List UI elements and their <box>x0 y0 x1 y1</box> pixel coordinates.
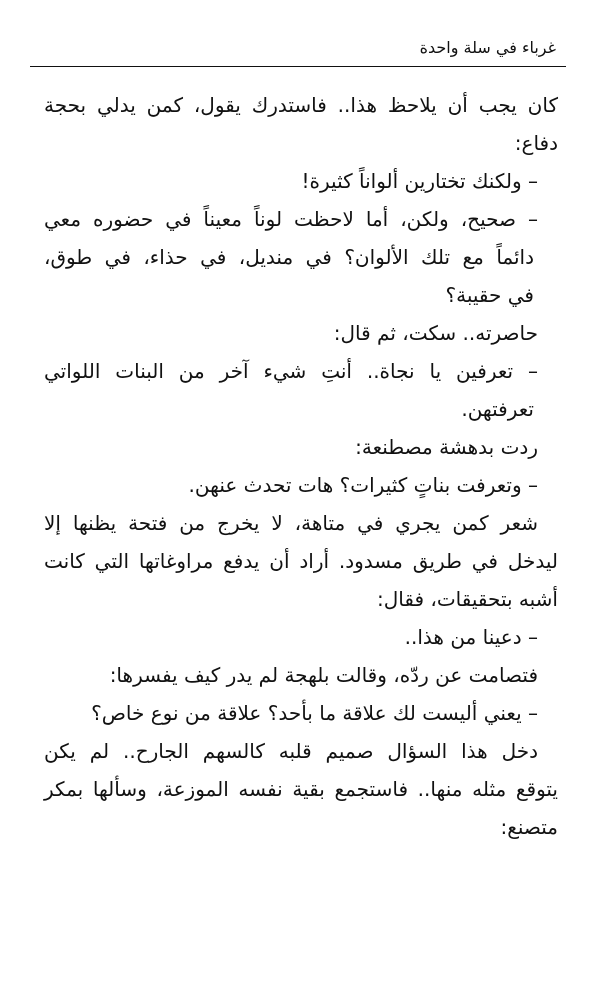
text-line: فتصامت عن ردّه، وقالت بلهجة لم يدر كيف يفسرها: <box>109 663 538 687</box>
dialogue-line: – يعني أليست لك علاقة ما بأحد؟ علاقة من نوع خاص؟ <box>91 701 538 725</box>
dialogue-line: دائماً مع تلك الألوان؟ في منديل، في حذاء، في طوق، <box>44 245 534 269</box>
text-line: ردت بدهشة مصطنعة: <box>355 435 538 459</box>
dialogue-line: – وتعرفت بناتٍ كثيرات؟ هات تحدث عنهن. <box>188 473 538 497</box>
body-text <box>44 86 558 846</box>
text-line: ليدخل في طريق مسدود. أراد أن يدفع مراوغاتها التي كانت <box>44 549 558 573</box>
text-line: حاصرته.. سكت، ثم قال: <box>333 321 538 345</box>
text-line: يتوقع مثله منها.. فاستجمع بقية نفسه الموزعة، وسألها بمكر <box>44 777 558 801</box>
dialogue-line: – ولكنك تختارين ألواناً كثيرة! <box>301 169 538 193</box>
dialogue-line: في حقيبة؟ <box>445 283 534 307</box>
header-rule <box>30 66 566 67</box>
dialogue-line: – تعرفين يا نجاة.. أنتِ شيء آخر من البنات اللواتي <box>44 359 538 383</box>
text-line: دفاع: <box>514 131 558 155</box>
dialogue-line: تعرفتهن. <box>461 397 534 421</box>
dialogue-line: – صحيح، ولكن، أما لاحظت لوناً معيناً في حضوره معي <box>44 207 538 231</box>
text-line: أشبه بتحقيقات، فقال: <box>377 587 558 611</box>
text-line: شعر كمن يجري في متاهة، لا يخرج من فتحة يظنها إلا <box>44 511 538 535</box>
text-line: دخل هذا السؤال صميم قلبه كالسهم الجارح.. لم يكن <box>44 739 538 763</box>
running-header: غرباء في سلة واحدة <box>419 38 556 57</box>
dialogue-line: – دعينا من هذا.. <box>404 625 538 649</box>
text-line: كان يجب أن يلاحظ هذا.. فاستدرك يقول، كمن يدلي بحجة <box>44 93 558 117</box>
text-line: متصنع: <box>500 815 558 839</box>
